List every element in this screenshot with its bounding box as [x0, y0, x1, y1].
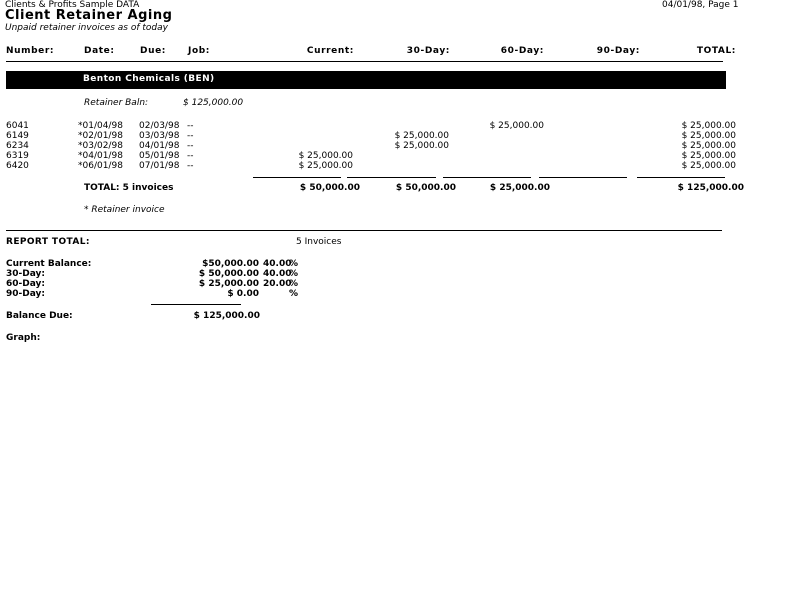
header-divider	[6, 61, 723, 62]
invoice-30-day: $ 25,000.00	[394, 141, 449, 151]
summary-label: 90-Day:	[6, 289, 45, 299]
app-name: Clients & Profits Sample DATA	[5, 0, 140, 10]
grand-total-rule	[637, 177, 725, 178]
invoice-due: 03/03/98	[139, 131, 180, 141]
invoice-number: 6041	[6, 121, 29, 131]
summary-label: 30-Day:	[6, 269, 45, 279]
invoice-total: $ 25,000.00	[681, 161, 736, 171]
d90-total-rule	[539, 177, 627, 178]
client-total-total: $ 125,000.00	[677, 183, 744, 193]
summary-percent: 40.00	[263, 269, 292, 279]
d60-total-rule	[443, 177, 531, 178]
footnote: * Retainer invoice	[84, 205, 165, 215]
col-date: Date:	[84, 46, 115, 56]
invoice-date: *04/01/98	[78, 151, 123, 161]
invoice-number: 6234	[6, 141, 29, 151]
col-due: Due:	[140, 46, 166, 56]
invoice-60-day: $ 25,000.00	[489, 121, 544, 131]
table-row	[0, 121, 792, 131]
client-total-30-day: $ 50,000.00	[395, 183, 456, 193]
invoice-number: 6319	[6, 151, 29, 161]
col-60-day: 60-Day:	[500, 46, 544, 56]
invoice-number: 6149	[6, 131, 29, 141]
invoice-number: 6420	[6, 161, 29, 171]
col-current: Current:	[306, 46, 354, 56]
summary-amount: $ 50,000.00	[198, 269, 259, 279]
report-divider	[6, 230, 722, 231]
invoice-total: $ 25,000.00	[681, 151, 736, 161]
summary-amount: $50,000.00	[202, 259, 259, 269]
client-total-current: $ 50,000.00	[299, 183, 360, 193]
invoice-job: --	[187, 161, 194, 171]
summary-amount: $ 0.00	[227, 289, 259, 299]
graph-label: Graph:	[6, 333, 41, 343]
invoice-total: $ 25,000.00	[681, 131, 736, 141]
summary-percent: 20.00	[263, 279, 292, 289]
invoice-job: --	[187, 141, 194, 151]
invoice-current: $ 25,000.00	[298, 151, 353, 161]
client-total-label: TOTAL: 5 invoices	[84, 183, 174, 193]
balance-due-value: $ 125,000.00	[193, 311, 260, 321]
col-30-day: 30-Day:	[406, 46, 450, 56]
invoice-due: 07/01/98	[139, 161, 180, 171]
invoice-total: $ 25,000.00	[681, 121, 736, 131]
report-total-label: REPORT TOTAL:	[6, 237, 90, 247]
table-row	[0, 151, 792, 161]
invoice-30-day: $ 25,000.00	[394, 131, 449, 141]
client-band	[6, 71, 726, 89]
summary-label: 60-Day:	[6, 279, 45, 289]
col-total: TOTAL:	[696, 46, 736, 56]
date-page: 04/01/98, Page 1	[662, 0, 739, 10]
retainer-balance-value: $ 125,000.00	[183, 98, 244, 108]
invoice-due: 04/01/98	[139, 141, 180, 151]
report-total-count: 5 Invoices	[296, 237, 342, 247]
summary-percent: 40.00	[263, 259, 292, 269]
table-row	[0, 161, 792, 171]
summary-rule	[151, 304, 241, 305]
invoice-due: 02/03/98	[139, 121, 180, 131]
invoice-job: --	[187, 131, 194, 141]
summary-percent-sign: %	[289, 289, 299, 299]
col-90-day: 90-Day:	[596, 46, 640, 56]
invoice-job: --	[187, 151, 194, 161]
invoice-date: *02/01/98	[78, 131, 123, 141]
table-row	[0, 141, 792, 151]
summary-percent-sign: %	[289, 269, 299, 279]
invoice-date: *06/01/98	[78, 161, 123, 171]
col-number: Number:	[6, 46, 55, 56]
col-job: Job:	[188, 46, 210, 56]
report-title: Client Retainer Aging	[5, 8, 173, 23]
invoice-due: 05/01/98	[139, 151, 180, 161]
summary-percent-sign: %	[289, 279, 299, 289]
table-row	[0, 131, 792, 141]
client-name: Benton Chemicals (BEN)	[83, 74, 215, 84]
current-total-rule	[253, 177, 341, 178]
retainer-balance-label: Retainer Baln:	[84, 98, 149, 108]
invoice-date: *03/02/98	[78, 141, 123, 151]
report-subtitle: Unpaid retainer invoices as of today	[5, 23, 168, 33]
invoice-job: --	[187, 121, 194, 131]
summary-amount: $ 25,000.00	[198, 279, 259, 289]
summary-label: Current Balance:	[6, 259, 92, 269]
invoice-total: $ 25,000.00	[681, 141, 736, 151]
invoice-current: $ 25,000.00	[298, 161, 353, 171]
client-total-60-day: $ 25,000.00	[489, 183, 550, 193]
invoice-date: *01/04/98	[78, 121, 123, 131]
d30-total-rule	[347, 177, 436, 178]
summary-percent-sign: %	[289, 259, 299, 269]
balance-due-label: Balance Due:	[6, 311, 73, 321]
